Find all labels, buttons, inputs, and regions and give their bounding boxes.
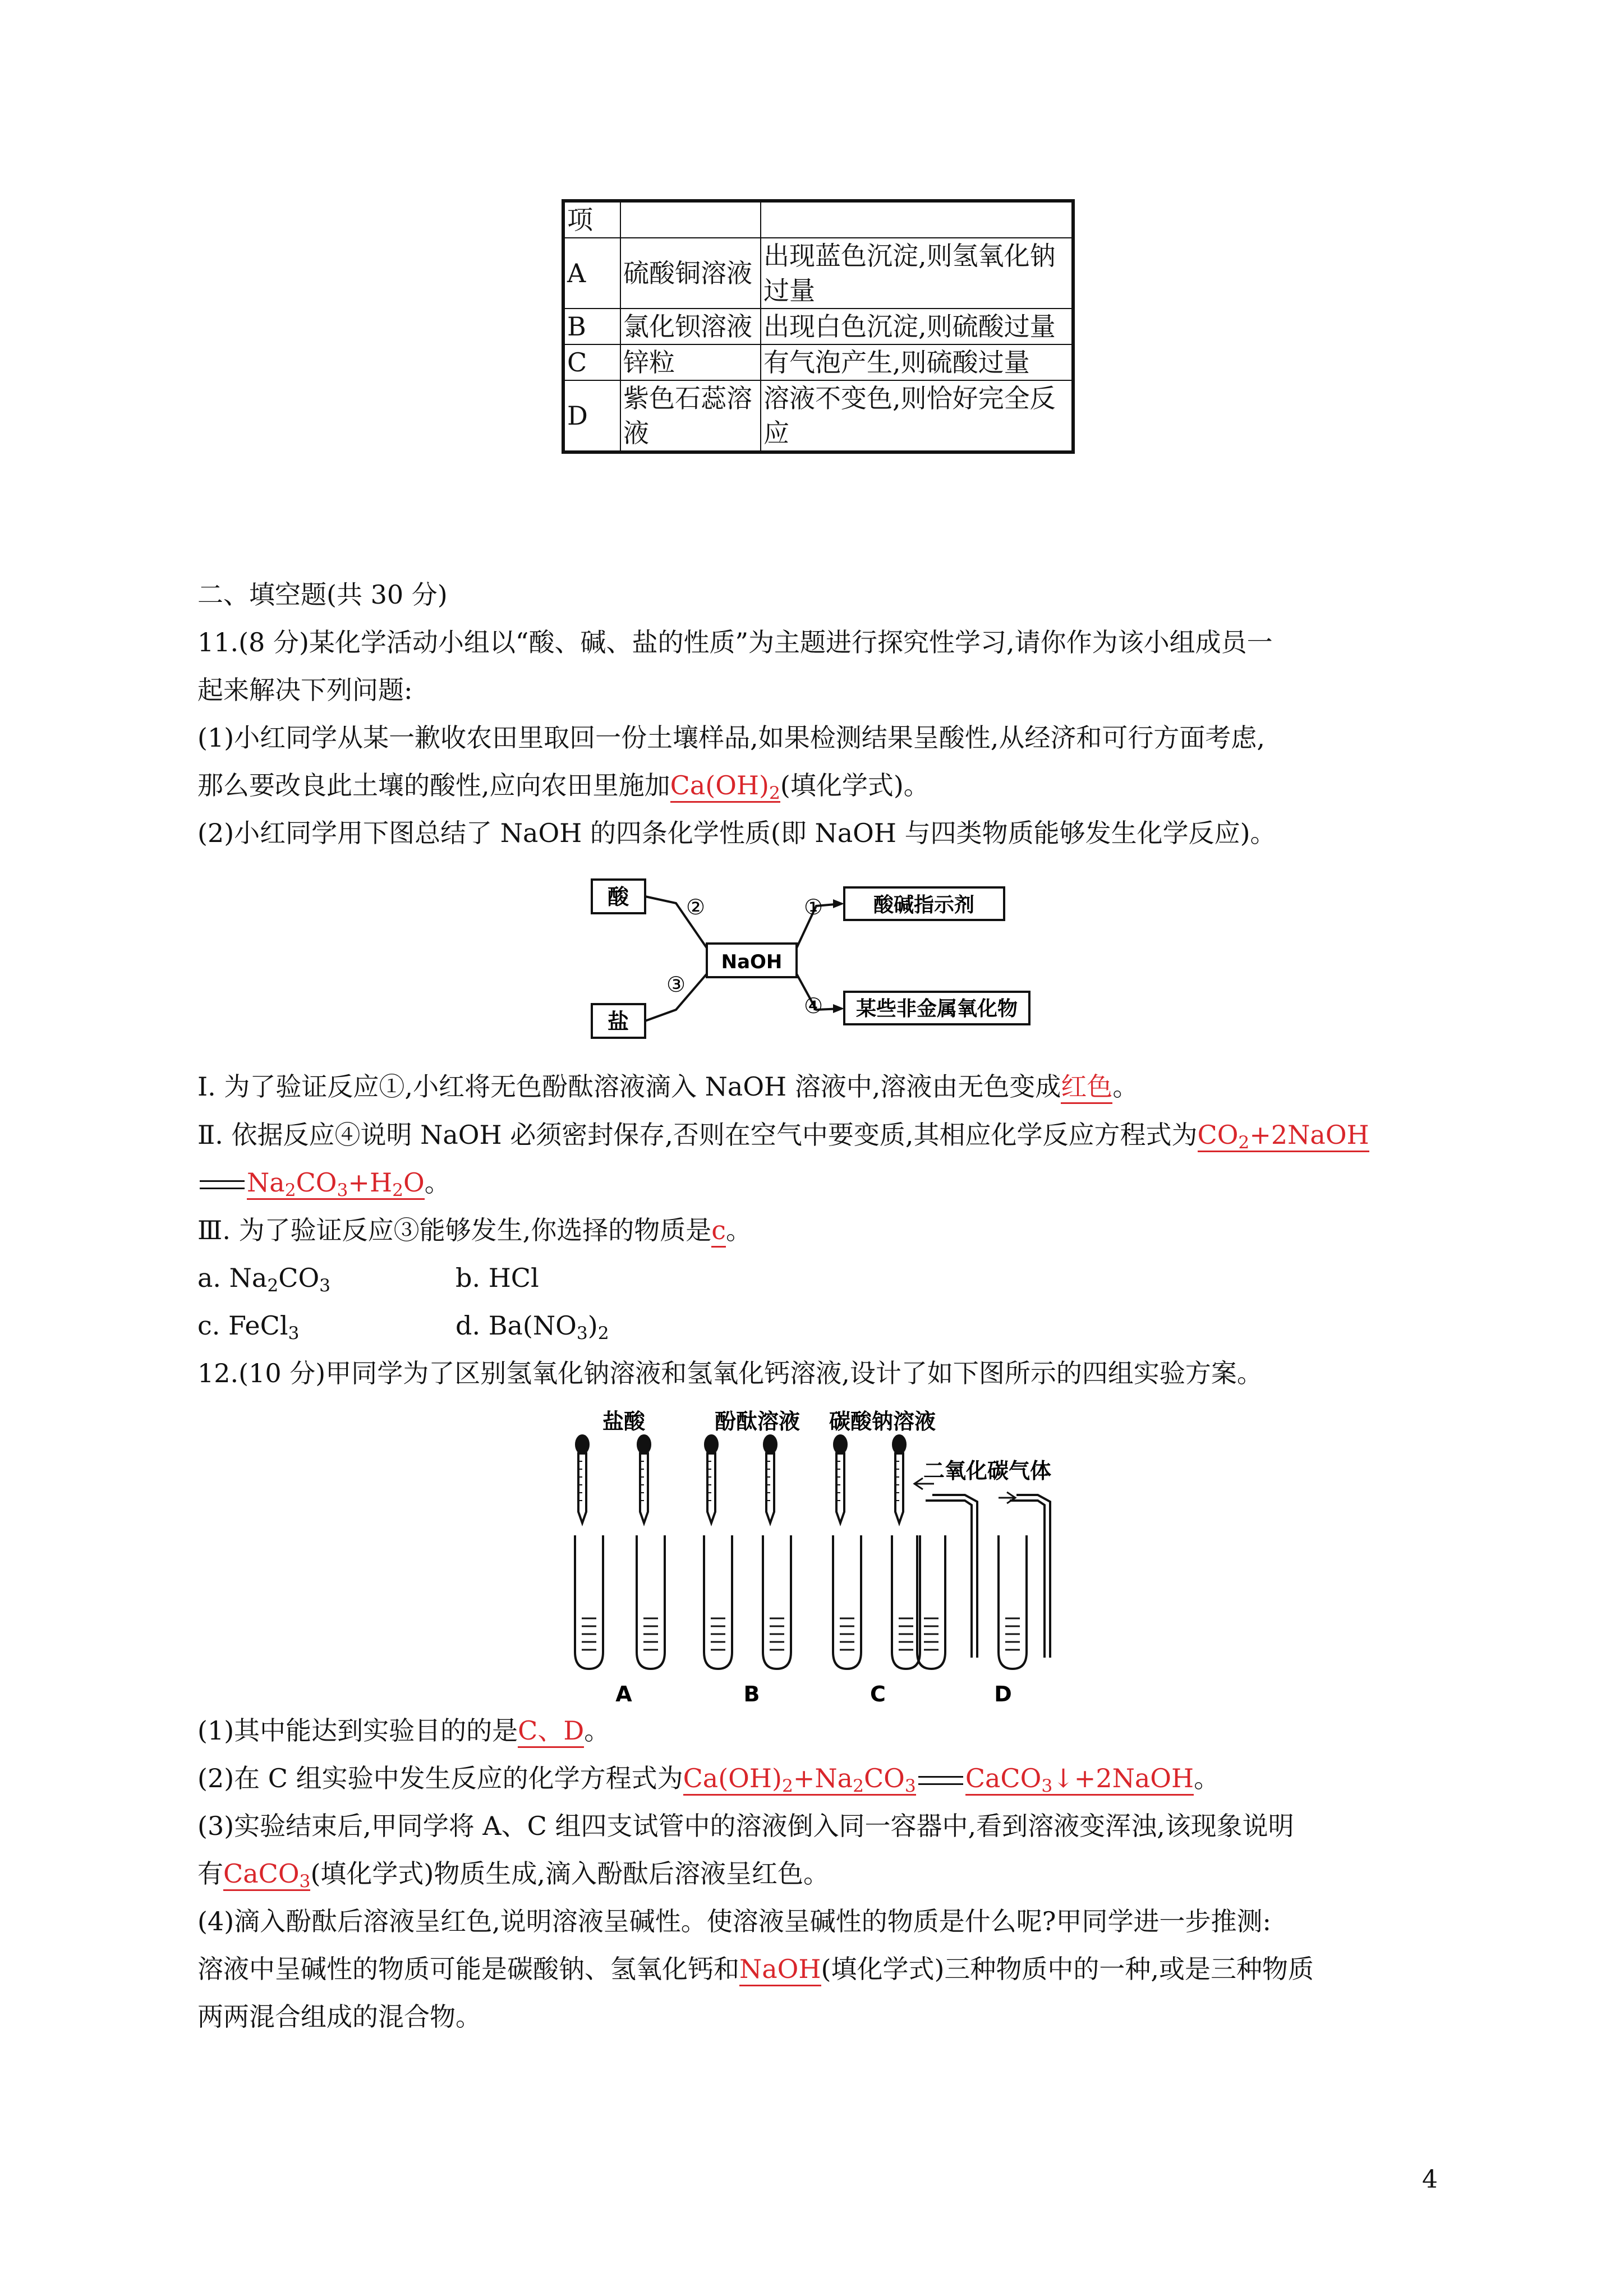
equals-sign <box>200 1180 245 1189</box>
acid-label: 酸 <box>607 885 629 909</box>
answer-text: C、D <box>518 1715 584 1748</box>
answer-text: NaOH <box>739 1954 821 1986</box>
reagent-label-phenolphthalein: 酚酞溶液 <box>714 1409 801 1434</box>
test-tube <box>892 1535 920 1669</box>
subscript: 2 <box>1238 1132 1250 1153</box>
text: a. Na <box>197 1263 268 1293</box>
text: 溶液中呈碱性的物质可能是碳酸钠、氢氧化钙和 <box>197 1954 739 1984</box>
answer-part: +2NaOH <box>1249 1120 1369 1150</box>
text: d. Ba(NO <box>456 1310 577 1341</box>
test-tube <box>917 1535 945 1669</box>
text: ) <box>587 1310 598 1341</box>
answer-text <box>247 1167 425 1200</box>
row-reagent: 紫色石蕊溶液 <box>620 380 761 452</box>
text: Ⅰ. 为了验证反应①,小红将无色酚酞溶液滴入 NaOH 溶液中,溶液由无色变成 <box>197 1071 1061 1102</box>
oxide-label: 某些非金属氧化物 <box>855 997 1018 1020</box>
dropper-bulb <box>893 1435 905 1453</box>
reagent-label-hcl: 盐酸 <box>602 1409 646 1434</box>
answer-part: Ca(OH) <box>670 770 769 800</box>
equals-sign <box>918 1776 963 1785</box>
table-row <box>563 380 1073 452</box>
row-result: 出现蓝色沉淀,则氢氧化钠过量 <box>761 238 1073 309</box>
naoh-properties-diagram <box>589 875 1038 1043</box>
reagent-label-sodium-carbonate: 碳酸钠溶液 <box>829 1409 936 1434</box>
table-row <box>563 309 1073 344</box>
table-header-row <box>563 201 1073 238</box>
answer-part: +Na <box>793 1763 853 1793</box>
table-row <box>563 344 1073 380</box>
test-tube <box>763 1535 791 1669</box>
q12-part2 <box>197 1761 1220 1795</box>
row-label: B <box>563 309 620 344</box>
table-header-cell <box>761 201 1073 238</box>
table-header-cell: 项 <box>563 201 620 238</box>
page-number: 4 <box>1422 2165 1438 2194</box>
text: 。 <box>424 1167 450 1198</box>
text: (填化学式)。 <box>780 770 930 800</box>
answer-part: ↓+2NaOH <box>1052 1763 1194 1793</box>
test-tube <box>575 1535 603 1669</box>
reaction-2-number: ② <box>686 895 706 919</box>
row-label: A <box>563 238 620 309</box>
dropper-tube <box>895 1453 903 1523</box>
text: 有 <box>197 1858 223 1889</box>
row-label: D <box>563 380 620 452</box>
q11-part-iii <box>197 1213 752 1247</box>
group-label-b: B <box>743 1682 760 1706</box>
dropper-tube <box>836 1453 844 1523</box>
text: (填化学式)三种物质中的一种,或是三种物质 <box>821 1954 1314 1984</box>
salt-label: 盐 <box>607 1009 629 1034</box>
q11-part1-line2 <box>197 769 930 802</box>
test-tube <box>637 1535 665 1669</box>
q11-stem-line1: 11.(8 分)某化学活动小组以“酸、碱、盐的性质”为主题进行探究性学习,请你作为该小组成员一 <box>197 627 1273 657</box>
subscript: 2 <box>284 1180 296 1200</box>
answer-part: Na <box>247 1167 285 1198</box>
answer-part: CO <box>296 1167 337 1198</box>
subscript: 2 <box>267 1275 279 1296</box>
subscript: 3 <box>319 1275 331 1296</box>
q12-part1 <box>197 1714 610 1747</box>
row-label: C <box>563 344 620 380</box>
q12-part3-line1: (3)实验结束后,甲同学将 A、C 组四支试管中的溶液倒入同一容器中,看到溶液变浑浊,该现象说明 <box>197 1811 1294 1841</box>
subscript: 3 <box>1041 1775 1053 1796</box>
dropper-tube <box>707 1453 715 1523</box>
text: (2)在 C 组实验中发生反应的化学方程式为 <box>197 1763 683 1793</box>
answer-text: c <box>711 1215 726 1248</box>
subscript: 2 <box>853 1775 864 1796</box>
answer-text <box>223 1858 310 1891</box>
dropper-bulb <box>638 1435 650 1453</box>
section-title: 二、填空题(共 30 分) <box>197 579 448 610</box>
dropper-tube <box>766 1453 774 1523</box>
group-label-d: D <box>994 1682 1012 1706</box>
answer-part: CaCO <box>965 1763 1042 1793</box>
option-b: b. HCl <box>456 1263 539 1293</box>
text: 。 <box>1194 1763 1220 1793</box>
group-label-a: A <box>615 1682 632 1706</box>
row-result: 溶液不变色,则恰好完全反应 <box>761 380 1073 452</box>
row-result: 出现白色沉淀,则硫酸过量 <box>761 309 1073 344</box>
answer-part: CO <box>863 1763 905 1793</box>
answer-part: O <box>403 1167 425 1198</box>
subscript: 3 <box>576 1323 588 1343</box>
q11-part2: (2)小红同学用下图总结了 NaOH 的四条化学性质(即 NaOH 与四类物质能够发生化学反应)。 <box>197 818 1276 848</box>
dropper-bulb <box>576 1435 588 1453</box>
answer-text <box>670 770 780 803</box>
test-tube <box>999 1535 1027 1669</box>
test-tube <box>704 1535 732 1669</box>
answer-text: 红色 <box>1061 1071 1112 1104</box>
q12-stem: 12.(10 分)甲同学为了区别氢氧化钠溶液和氢氧化钙溶液,设计了如下图所示的四组实验方案。 <box>197 1358 1263 1388</box>
text: 。 <box>584 1715 610 1746</box>
answer-part: +H <box>348 1167 393 1198</box>
subscript: 3 <box>299 1871 311 1892</box>
option-d <box>456 1309 609 1342</box>
test-tube <box>833 1535 861 1669</box>
q11-part-i <box>197 1070 1138 1103</box>
dropper-bulb <box>705 1435 717 1453</box>
subscript: 3 <box>904 1775 916 1796</box>
text: Ⅱ. 依据反应④说明 NaOH 必须密封保存,否则在空气中要变质,其相应化学反应方程式为 <box>197 1120 1198 1150</box>
q12-part3-line2 <box>197 1857 829 1890</box>
q11-part-ii-cont <box>197 1166 450 1199</box>
q12-part4-line1: (4)滴入酚酞后溶液呈红色,说明溶液呈碱性。使溶液呈碱性的物质是什么呢?甲同学进一步推测: <box>197 1906 1271 1936</box>
reaction-1-number: ① <box>803 895 823 919</box>
dropper-bulb <box>764 1435 776 1453</box>
text: (1)其中能达到实验目的的是 <box>197 1715 518 1746</box>
naoh-center-label: NaOH <box>721 951 783 973</box>
text: 。 <box>1112 1071 1139 1102</box>
subscript: 2 <box>392 1180 403 1200</box>
answer-text <box>683 1763 916 1796</box>
q12-part4-line3: 两两混合组成的混合物。 <box>197 2001 481 2032</box>
options-table <box>562 199 1075 454</box>
table-header-cell <box>620 201 761 238</box>
option-a <box>197 1261 330 1295</box>
q12-part4-line2 <box>197 1952 1314 1986</box>
indicator-label: 酸碱指示剂 <box>873 894 975 917</box>
test-tube-experiment-figure <box>555 1405 1105 1708</box>
table-row <box>563 238 1073 309</box>
row-reagent: 锌粒 <box>620 344 761 380</box>
text: Ⅲ. 为了验证反应③能够发生,你选择的物质是 <box>197 1215 712 1245</box>
dropper-tube <box>640 1453 648 1523</box>
answer-text <box>1198 1120 1369 1152</box>
answer-text <box>965 1763 1194 1796</box>
subscript: 3 <box>337 1180 348 1200</box>
reaction-4-number: ④ <box>803 993 823 1018</box>
reaction-3-number: ③ <box>666 972 686 997</box>
q11-stem-line2: 起来解决下列问题: <box>197 675 413 705</box>
row-result: 有气泡产生,则硫酸过量 <box>761 344 1073 380</box>
answer-part: Ca(OH) <box>683 1763 782 1793</box>
subscript: 2 <box>597 1323 609 1343</box>
row-reagent: 硫酸铜溶液 <box>620 238 761 309</box>
row-reagent: 氯化钡溶液 <box>620 309 761 344</box>
text: CO <box>278 1263 320 1293</box>
text: 那么要改良此土壤的酸性,应向农田里施加 <box>197 770 670 800</box>
q11-part-ii <box>197 1118 1369 1152</box>
q11-part1-line1: (1)小红同学从某一歉收农田里取回一份土壤样品,如果检测结果呈酸性,从经济和可行方面考虑, <box>197 723 1266 753</box>
option-c <box>197 1309 299 1342</box>
dropper-bulb <box>834 1435 846 1453</box>
subscript: 3 <box>288 1323 300 1343</box>
text: (填化学式)物质生成,滴入酚酞后溶液呈红色。 <box>310 1858 829 1889</box>
subscript: 2 <box>781 1775 793 1796</box>
answer-part: CaCO <box>223 1858 300 1889</box>
text: c. FeCl <box>197 1310 288 1341</box>
group-label-c: C <box>870 1682 886 1706</box>
dropper-tube <box>578 1453 586 1523</box>
gas-label-co2: 二氧化碳气体 <box>923 1458 1052 1483</box>
subscript: 2 <box>769 783 780 803</box>
answer-part: CO <box>1197 1120 1239 1150</box>
text: 。 <box>726 1215 752 1245</box>
